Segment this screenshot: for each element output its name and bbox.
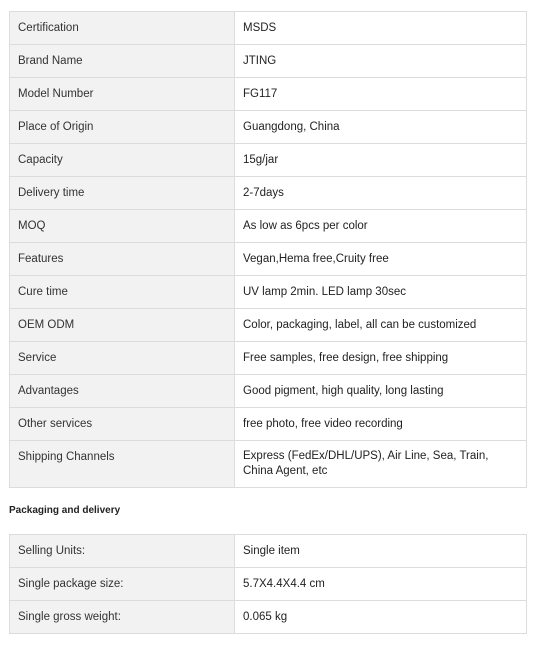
attribute-label: MOQ xyxy=(10,210,235,243)
attribute-label: Other services xyxy=(10,408,235,441)
packaging-label: Single package size: xyxy=(10,568,235,601)
attribute-label: Brand Name xyxy=(10,45,235,78)
attribute-label: Place of Origin xyxy=(10,111,235,144)
table-row xyxy=(10,375,527,408)
attribute-value: Color, packaging, label, all can be customized xyxy=(235,309,527,342)
attribute-value: 2-7days xyxy=(235,177,527,210)
table-row xyxy=(10,12,527,45)
attribute-value: Express (FedEx/DHL/UPS), Air Line, Sea, Train, China Agent, etc xyxy=(235,441,527,488)
table-row xyxy=(10,210,527,243)
attribute-value: 15g/jar xyxy=(235,144,527,177)
attribute-label: Cure time xyxy=(10,276,235,309)
packaging-label: Single gross weight: xyxy=(10,601,235,634)
attribute-label: OEM ODM xyxy=(10,309,235,342)
packaging-label: Selling Units: xyxy=(10,535,235,568)
attribute-value: Vegan,Hema free,Cruity free xyxy=(235,243,527,276)
packaging-value: 5.7X4.4X4.4 cm xyxy=(235,568,527,601)
attribute-value: Good pigment, high quality, long lasting xyxy=(235,375,527,408)
attribute-value: JTING xyxy=(235,45,527,78)
table-row xyxy=(10,144,527,177)
table-row xyxy=(10,78,527,111)
attribute-value: As low as 6pcs per color xyxy=(235,210,527,243)
table-row xyxy=(10,177,527,210)
table-row xyxy=(10,276,527,309)
table-row xyxy=(10,111,527,144)
attribute-label: Service xyxy=(10,342,235,375)
table-row xyxy=(10,408,527,441)
attribute-label: Model Number xyxy=(10,78,235,111)
attribute-label: Capacity xyxy=(10,144,235,177)
attribute-value: UV lamp 2min. LED lamp 30sec xyxy=(235,276,527,309)
table-row xyxy=(10,568,527,601)
attribute-label: Advantages xyxy=(10,375,235,408)
packaging-value: 0.065 kg xyxy=(235,601,527,634)
table-row xyxy=(10,243,527,276)
attribute-value: free photo, free video recording xyxy=(235,408,527,441)
packaging-table xyxy=(9,534,527,634)
table-row xyxy=(10,601,527,634)
table-row xyxy=(10,535,527,568)
table-row xyxy=(10,441,527,488)
section-title: Packaging and delivery xyxy=(9,505,121,516)
packaging-value: Single item xyxy=(235,535,527,568)
table-row xyxy=(10,342,527,375)
attribute-value: FG117 xyxy=(235,78,527,111)
attribute-label: Shipping Channels xyxy=(10,441,235,488)
attribute-value: MSDS xyxy=(235,12,527,45)
table-row xyxy=(10,309,527,342)
attribute-label: Certification xyxy=(10,12,235,45)
attribute-label: Delivery time xyxy=(10,177,235,210)
attribute-value: Free samples, free design, free shipping xyxy=(235,342,527,375)
table-row xyxy=(10,45,527,78)
attribute-label: Features xyxy=(10,243,235,276)
attribute-value: Guangdong, China xyxy=(235,111,527,144)
attributes-table xyxy=(9,11,527,488)
